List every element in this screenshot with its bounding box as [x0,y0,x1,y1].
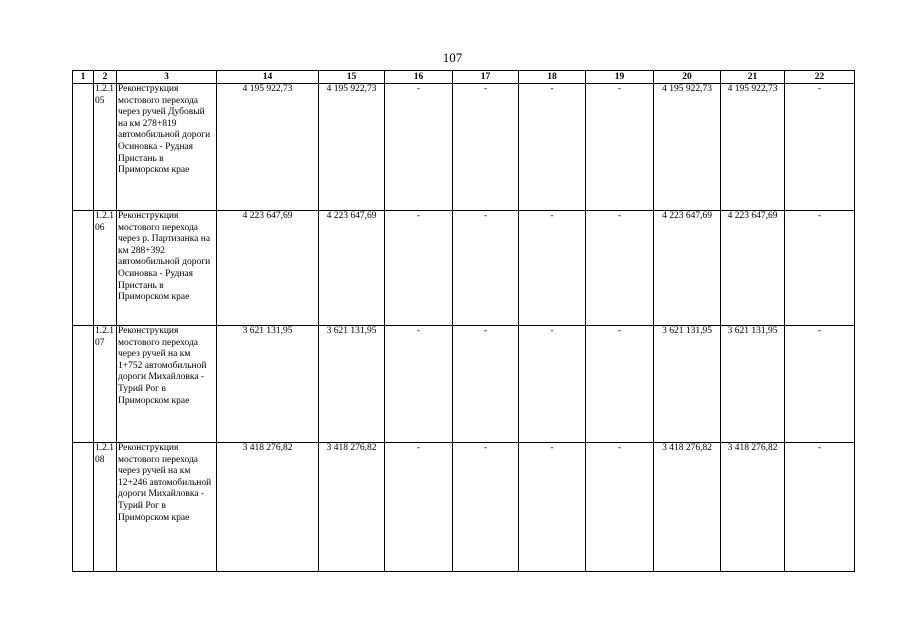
col-header-15: 15 [319,71,385,84]
item-number: 1.2.1 07 [94,326,117,443]
cell-18: - [519,443,586,572]
cell-18: - [519,326,586,443]
cell-20: 4 195 922,73 [654,84,721,211]
empty-cell [73,84,94,211]
cell-17: - [453,443,519,572]
col-header-21: 21 [721,71,785,84]
cell-22: - [785,326,855,443]
header-row [73,71,855,84]
cell-14: 3 418 276,82 [217,443,319,572]
cell-22: - [785,443,855,572]
cell-16: - [385,84,453,211]
cell-14: 4 223 647,69 [217,211,319,326]
cell-17: - [453,84,519,211]
cell-18: - [519,211,586,326]
col-header-18: 18 [519,71,586,84]
cell-21: 4 195 922,73 [721,84,785,211]
cell-20: 3 418 276,82 [654,443,721,572]
cell-16: - [385,443,453,572]
empty-cell [73,326,94,443]
col-header-1: 1 [73,71,94,84]
col-header-16: 16 [385,71,453,84]
item-name: Реконструкция мостового перехода через ручей на км 1+752 автомобильной дороги Михайловка - Турий Рог в Приморском крае [117,326,217,443]
cell-14: 4 195 922,73 [217,84,319,211]
cell-21: 3 418 276,82 [721,443,785,572]
cell-17: - [453,211,519,326]
cell-16: - [385,326,453,443]
cell-19: - [586,443,654,572]
col-header-19: 19 [586,71,654,84]
cell-19: - [586,84,654,211]
cell-17: - [453,326,519,443]
item-number: 1.2.1 05 [94,84,117,211]
empty-cell [73,211,94,326]
table-row [73,443,855,572]
page-number: 107 [442,50,463,65]
cell-15: 4 223 647,69 [319,211,385,326]
empty-cell [73,443,94,572]
cell-16: - [385,211,453,326]
item-name: Реконструкция мостового перехода через ручей на км 12+246 автомобильной дороги Михайловка - Турий Рог в Приморском крае [117,443,217,572]
cell-14: 3 621 131,95 [217,326,319,443]
table-row [73,84,855,211]
table-row [73,211,855,326]
cell-15: 3 621 131,95 [319,326,385,443]
cell-20: 3 621 131,95 [654,326,721,443]
cell-19: - [586,326,654,443]
cell-15: 3 418 276,82 [319,443,385,572]
col-header-20: 20 [654,71,721,84]
cell-22: - [785,84,855,211]
item-number: 1.2.1 08 [94,443,117,572]
cell-15: 4 195 922,73 [319,84,385,211]
item-number: 1.2.1 06 [94,211,117,326]
item-name: Реконструкция мостового перехода через ручей Дубовый на км 278+819 автомобильной дороги Осиновка - Рудная Пристань в Приморском крае [117,84,217,211]
item-name: Реконструкция мостового перехода через р. Партизанка на км 288+392 автомобильной дороги Осиновка - Рудная Пристань в Приморском крае [117,211,217,326]
cell-21: 4 223 647,69 [721,211,785,326]
col-header-22: 22 [785,71,855,84]
col-header-14: 14 [217,71,319,84]
col-header-3: 3 [117,71,217,84]
col-header-2: 2 [94,71,117,84]
budget-table [72,70,855,572]
cell-22: - [785,211,855,326]
col-header-17: 17 [453,71,519,84]
cell-19: - [586,211,654,326]
cell-18: - [519,84,586,211]
cell-21: 3 621 131,95 [721,326,785,443]
cell-20: 4 223 647,69 [654,211,721,326]
table-row [73,326,855,443]
